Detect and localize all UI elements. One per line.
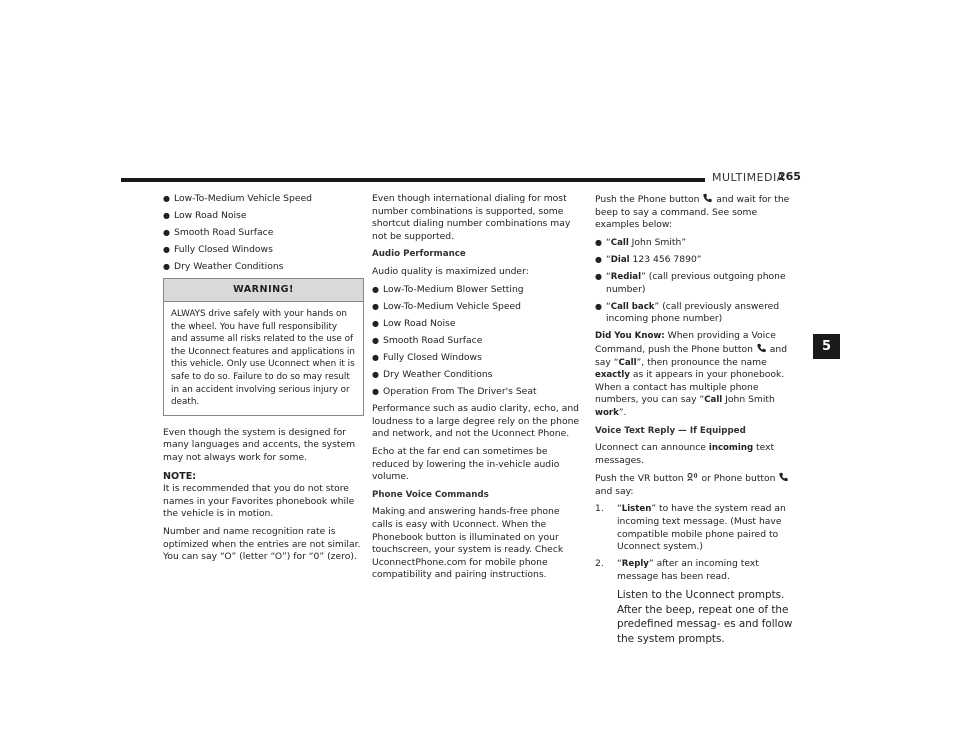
- bullet-icon: ●: [595, 271, 602, 281]
- bullet-icon: ●: [372, 335, 379, 345]
- final-instruction: Listen to the Uconnect prompts. After the beep, repeat one of the predefined messag- es and follow the system prompts.: [617, 589, 793, 645]
- item-number: 1.: [595, 503, 604, 515]
- paragraph: [595, 472, 802, 498]
- text: text messages.: [595, 442, 775, 466]
- command-keyword: Redial: [610, 271, 642, 282]
- list-item-text: Low-To-Medium Blower Setting: [383, 283, 524, 295]
- phone-icon: [702, 193, 713, 203]
- text: Uconnect can announce: [595, 442, 709, 454]
- page-number: 265: [778, 170, 801, 183]
- subheading: Audio Performance: [372, 249, 466, 260]
- text: John Smith: [722, 394, 775, 406]
- text: as it appears in your phonebook. When a contact has multiple phone numbers, you can say “: [595, 369, 785, 406]
- list-item: [163, 261, 364, 274]
- list-item: [372, 386, 581, 399]
- command-keyword: work: [595, 407, 619, 418]
- list-item: [372, 318, 581, 331]
- note-text: It is recommended that you do not store names in your Favorites phonebook while the vehicle is in motion.: [163, 483, 355, 520]
- column-1: [163, 193, 364, 569]
- command-keyword: Call back: [610, 301, 655, 312]
- bullet-icon: ●: [163, 262, 170, 272]
- command-keyword: Dial: [610, 254, 630, 265]
- list-item-text: Low-To-Medium Vehicle Speed: [383, 300, 521, 312]
- text: or Phone button: [701, 473, 776, 485]
- list-item-text: Low Road Noise: [383, 317, 456, 329]
- text: ”.: [618, 406, 627, 418]
- subheading: Voice Text Reply — If Equipped: [595, 425, 746, 436]
- list-item: [372, 335, 581, 348]
- command-keyword: Reply: [621, 559, 649, 570]
- bullet-icon: ●: [163, 211, 170, 221]
- list-item: [372, 369, 581, 382]
- list-item: ● “Dial 123 456 7890”: [595, 253, 702, 265]
- numbered-item: 1. “Listen” to have the system read an incoming text message. (Must have compatible mobile phone paired to Uconnect system.): [595, 503, 786, 553]
- paragraph: Even though international dialing for most number combinations is supported, some shortcut dialing number combinations may not be supported.: [372, 193, 571, 242]
- bullet-icon: ●: [372, 370, 379, 380]
- list-item-text: Dry Weather Conditions: [383, 369, 493, 381]
- item-number: 2.: [595, 558, 604, 570]
- list-item-text: Smooth Road Surface: [174, 227, 274, 239]
- bullet-icon: ●: [595, 301, 602, 311]
- command-keyword: Listen: [621, 504, 652, 515]
- warning-box: [163, 278, 364, 415]
- list-item: [372, 352, 581, 365]
- text: and wait for the beep to say a command. See some examples below:: [595, 194, 790, 231]
- paragraph: Audio quality is maximized under:: [372, 265, 529, 277]
- list-item: [163, 210, 364, 223]
- paragraph: Making and answering hands-free phone calls is easy with Uconnect. When the Phonebook button is illuminated on your touchscreen, your system is ready. Check UconnectPhone.com for mobile phone compatibility and pairing instructions.: [372, 506, 564, 581]
- chapter-tab: 5: [813, 334, 840, 359]
- bullet-icon: ●: [372, 301, 379, 311]
- warning-body: ALWAYS drive safely with your hands on the wheel. You have full responsibility and assume all risks related to the use of the Uconnect features and applications in this vehicle. Only use Uconnect when it is safe to do so. Failure to do so may result in an accident involving serious injury or death.: [171, 309, 355, 408]
- item-text: ” after an incoming text message has been read.: [617, 558, 759, 582]
- list-item: [163, 244, 364, 257]
- note-label: NOTE:: [163, 470, 197, 482]
- list-item-text: Fully Closed Windows: [383, 351, 482, 363]
- did-you-know: [595, 330, 802, 419]
- command-keyword: Call: [610, 237, 629, 248]
- did-you-know-label: Did You Know:: [595, 331, 665, 342]
- list-item-text: Operation From The Driver's Seat: [383, 386, 537, 398]
- list-item: ● “Call John Smith”: [595, 236, 687, 248]
- list-item-text: John Smith”: [628, 236, 687, 248]
- subheading: Phone Voice Commands: [372, 489, 489, 500]
- command-keyword: Call: [704, 395, 723, 406]
- list-item: [163, 193, 364, 206]
- list-item: [163, 227, 364, 240]
- bullet-icon: ●: [372, 352, 379, 362]
- paragraph: [595, 442, 802, 467]
- list-item-text: Low-To-Medium Vehicle Speed: [174, 193, 312, 204]
- column-3: [595, 193, 802, 646]
- emphasis: exactly: [595, 370, 630, 381]
- list-item-text: ” (call previous outgoing phone number): [606, 270, 786, 295]
- list-item-text: 123 456 7890”: [629, 253, 702, 265]
- list-item: ● “Redial” (call previous outgoing phone number): [595, 270, 786, 295]
- bullet-icon: ●: [595, 254, 602, 264]
- list-item-text: Fully Closed Windows: [174, 244, 273, 256]
- text: and say “: [595, 343, 788, 368]
- list-item-text: Smooth Road Surface: [383, 334, 483, 346]
- bullet-icon: ●: [372, 284, 379, 294]
- list-item: ● “Call back” (call previously answered incoming phone number): [595, 300, 780, 325]
- text: Push the Phone button: [595, 194, 700, 205]
- phone-icon: [756, 343, 767, 353]
- bullet-icon: ●: [163, 228, 170, 238]
- warning-title: WARNING!: [164, 279, 363, 302]
- bullet-icon: ●: [372, 387, 379, 397]
- numbered-item: 2. “Reply” after an incoming text message has been read.: [595, 558, 759, 582]
- bullet-icon: ●: [372, 318, 379, 328]
- column-2: [372, 193, 581, 587]
- header-rule: [121, 178, 705, 182]
- list-item-text: ” (call previously answered incoming phone number): [606, 300, 780, 325]
- paragraph: Even though the system is designed for many languages and accents, the system may not always work for some.: [163, 426, 356, 463]
- voice-recognition-icon: [687, 472, 699, 482]
- paragraph: Performance such as audio clarity, echo, and loudness to a large degree rely on the phone and network, and not the Uconnect Phone.: [372, 403, 580, 440]
- text: ”, then pronounce the name: [636, 356, 767, 368]
- bullet-icon: ●: [163, 194, 170, 203]
- paragraph: Echo at the far end can sometimes be reduced by lowering the in-vehicle audio volume.: [372, 446, 560, 483]
- list-item-text: Dry Weather Conditions: [174, 261, 284, 273]
- item-text: ” to have the system read an incoming text message. (Must have compatible mobile phone paired to Uconnect system.): [617, 503, 786, 553]
- paragraph: [595, 193, 802, 232]
- paragraph: Number and name recognition rate is optimized when the entries are not similar. You can say “O” (letter “O”) for “0” (zero).: [163, 525, 361, 563]
- section-title: MULTIMEDIA: [712, 171, 785, 184]
- text: and say:: [595, 485, 634, 497]
- text: When providing a Voice Command, push the Phone button: [595, 330, 776, 355]
- emphasis: incoming: [708, 443, 754, 454]
- text: Push the VR button: [595, 473, 684, 485]
- command-keyword: Call: [618, 357, 637, 368]
- phone-icon: [778, 472, 789, 482]
- list-item: [372, 301, 581, 314]
- list-item: [372, 284, 581, 297]
- bullet-icon: ●: [595, 237, 602, 247]
- bullet-icon: ●: [163, 245, 170, 255]
- list-item-text: Low Road Noise: [174, 210, 247, 222]
